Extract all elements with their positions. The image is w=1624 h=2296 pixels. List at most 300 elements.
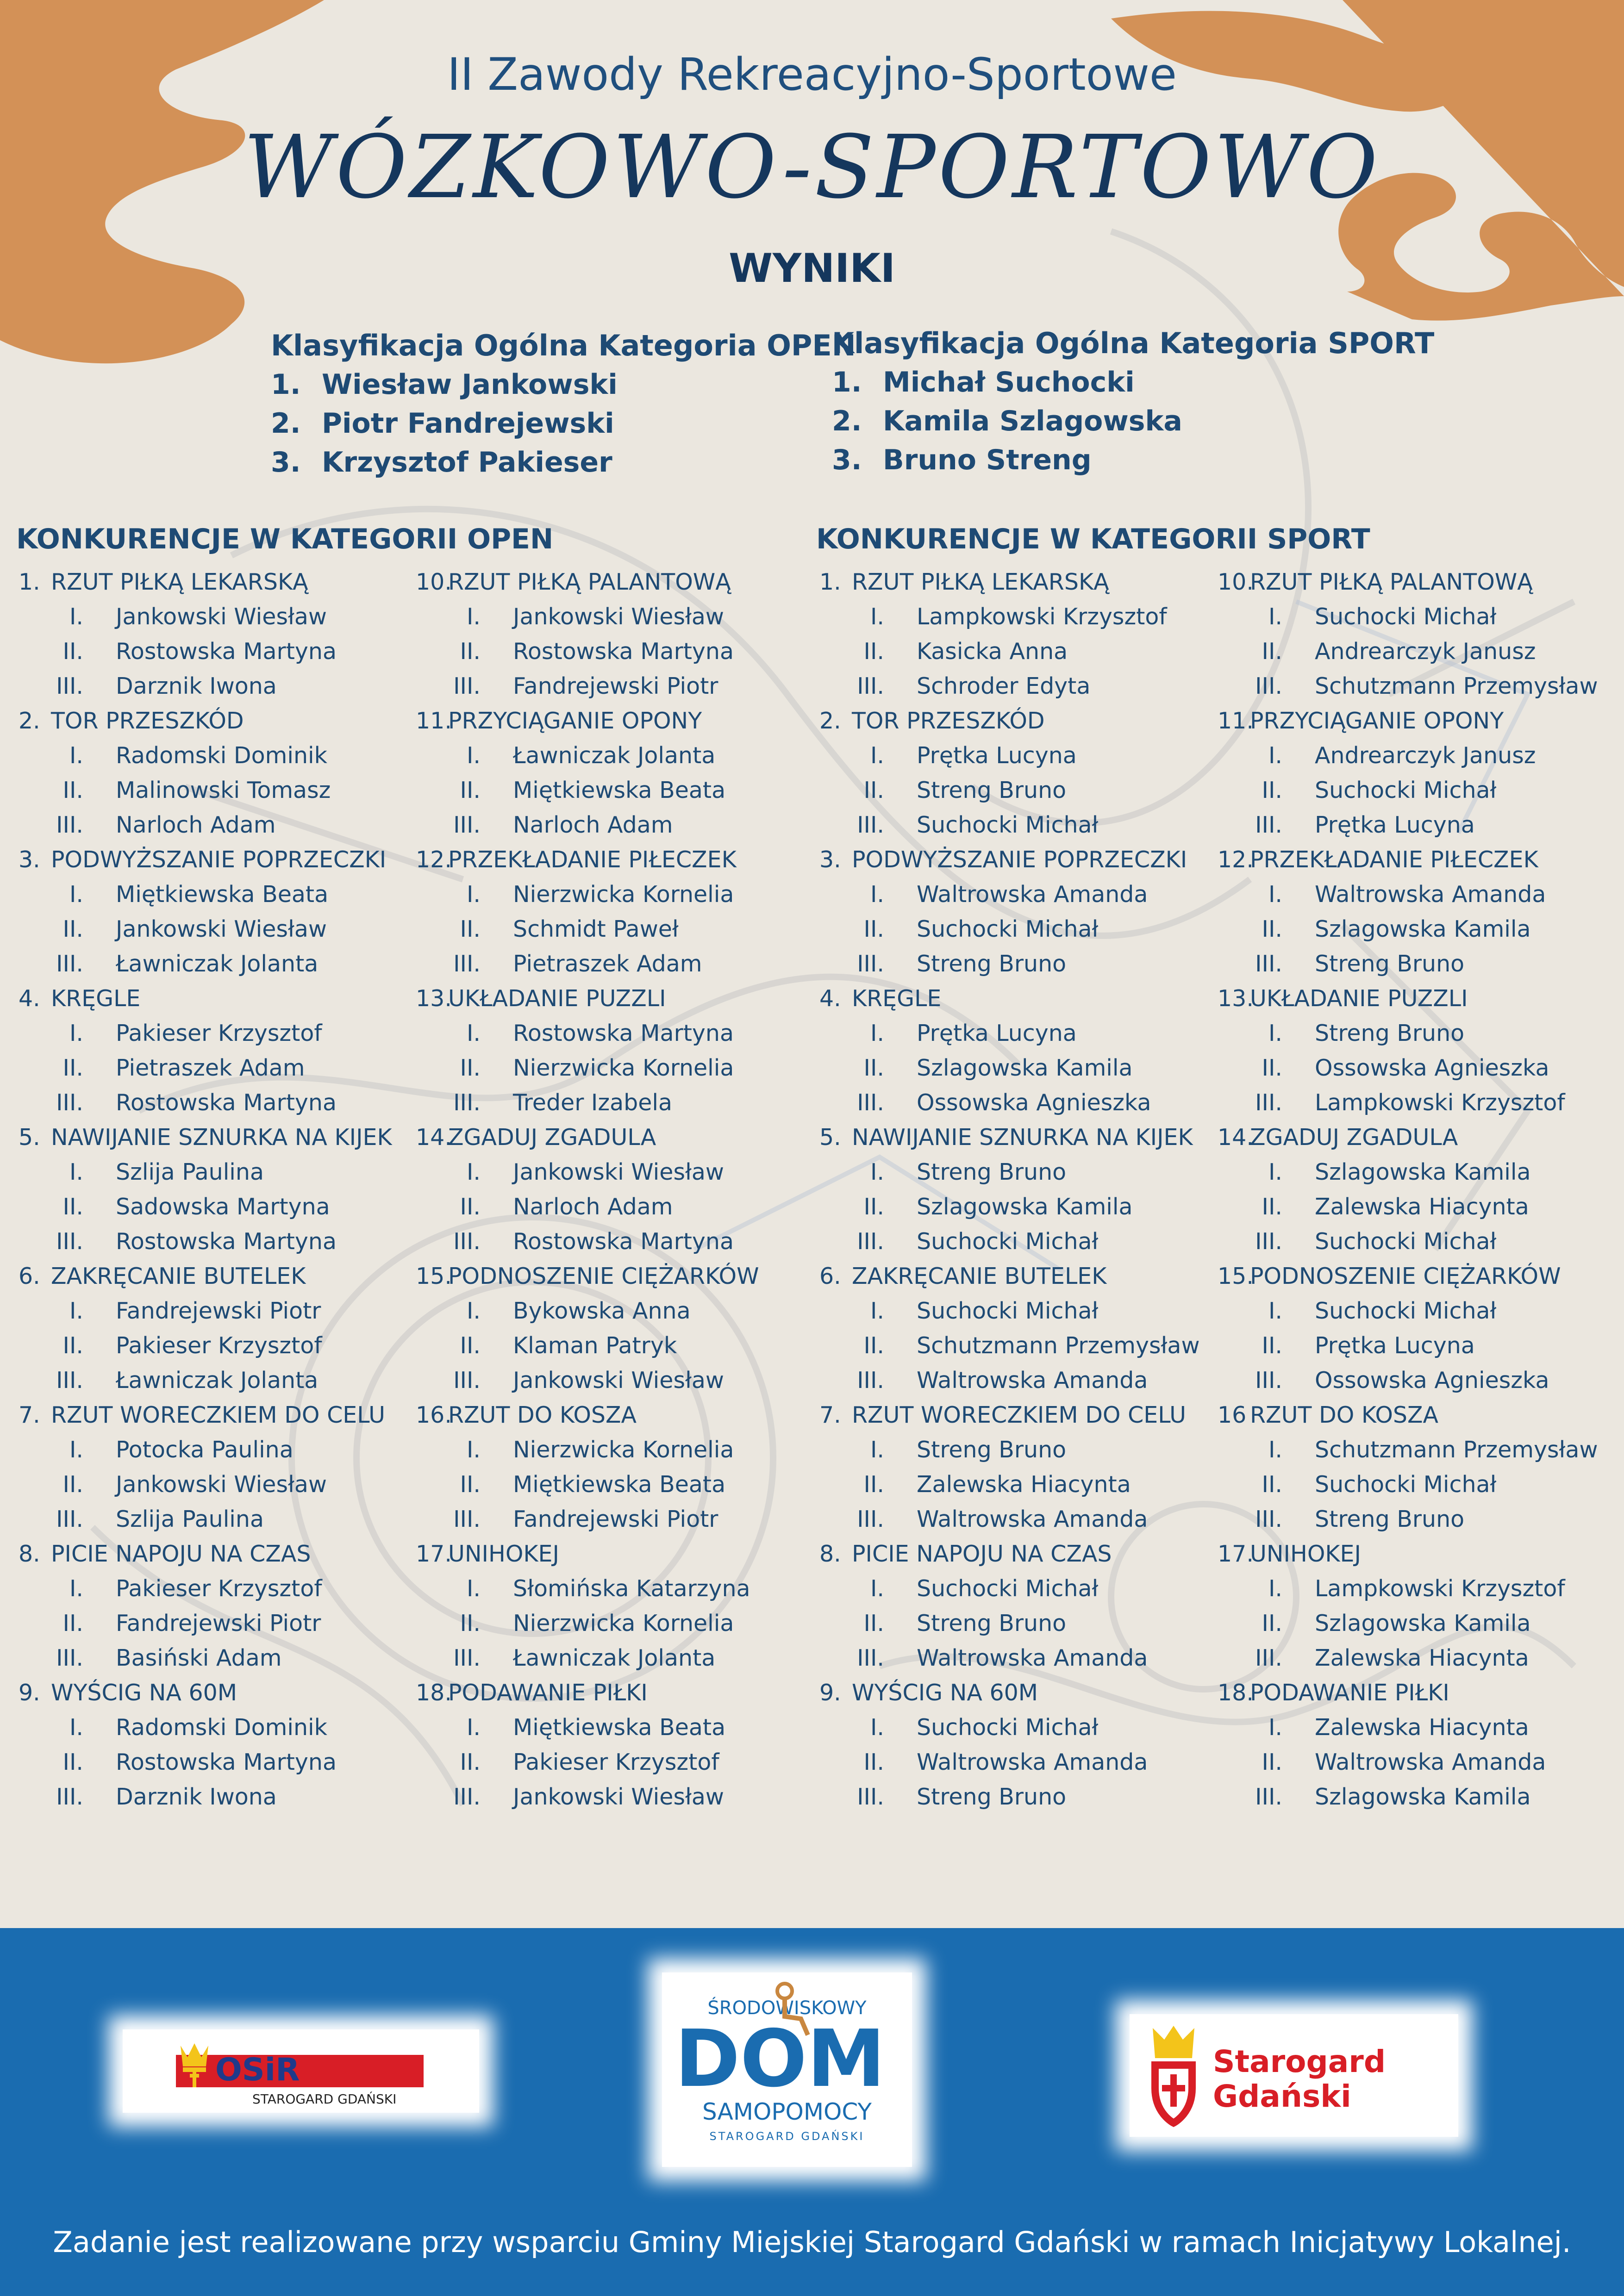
rank-numeral: II.: [460, 1471, 481, 1498]
competitor-name: Suchocki Michał: [917, 1298, 1099, 1324]
overall-sport: [832, 324, 1434, 479]
place-number: 3.: [271, 446, 301, 479]
event-heading: [819, 1398, 1186, 1432]
event-number: 6.: [819, 1263, 841, 1289]
rank-numeral: II.: [1262, 1055, 1282, 1081]
placement-row: [416, 912, 679, 946]
placement-row: [1218, 1571, 1565, 1606]
competitor-name: Pietraszek Adam: [116, 1055, 305, 1081]
event-heading: [1218, 1120, 1458, 1155]
place-name: Michał Suchocki: [883, 366, 1135, 398]
rank-numeral: I.: [1268, 881, 1282, 908]
competitor-name: Prętka Lucyna: [917, 742, 1077, 769]
rank-numeral: I.: [69, 1298, 83, 1324]
event-heading: [819, 1675, 1038, 1710]
placement-row: [19, 1571, 322, 1606]
rank-numeral: II.: [1262, 1471, 1282, 1498]
placement-row: [819, 1085, 1151, 1120]
rank-numeral: III.: [857, 1506, 884, 1532]
event-heading: [819, 842, 1187, 877]
competitor-name: Schutzmann Przemysław: [1315, 673, 1598, 699]
event-name: ZAKRĘCANIE BUTELEK: [852, 1263, 1107, 1289]
place-number: 3.: [832, 444, 862, 476]
placement-row: [1218, 1710, 1529, 1745]
placement-row: [416, 1051, 734, 1085]
placement-row: [1218, 669, 1598, 703]
placement-row: [416, 1328, 677, 1363]
event-heading: [19, 1537, 311, 1571]
event-number: 2.: [819, 708, 841, 734]
rank-numeral: II.: [1262, 1610, 1282, 1636]
rank-numeral: III.: [857, 951, 884, 977]
rank-numeral: III.: [857, 1089, 884, 1116]
rank-numeral: III.: [1255, 673, 1282, 699]
competitor-name: Schutzmann Przemysław: [1315, 1437, 1598, 1463]
event-name: PRZYCIĄGANIE OPONY: [1250, 708, 1504, 734]
event-number: 16: [1218, 1402, 1247, 1428]
rank-numeral: III.: [56, 673, 83, 699]
rank-numeral: II.: [62, 1610, 83, 1636]
placement-row: [819, 1641, 1148, 1675]
placement-row: [416, 1363, 724, 1398]
competitor-name: Pakieser Krzysztof: [513, 1749, 719, 1775]
competitor-name: Rostowska Martyna: [513, 638, 734, 665]
event-name: UNIHOKEJ: [448, 1541, 559, 1567]
overall-open: [271, 326, 856, 482]
placement-row: [416, 1085, 672, 1120]
competitor-name: Potocka Paulina: [116, 1437, 294, 1463]
competitor-name: Ossowska Agnieszka: [1315, 1055, 1549, 1081]
placement-row: [19, 1432, 294, 1467]
sds-line2: DOM: [675, 2013, 886, 2105]
event-number: 6.: [19, 1263, 40, 1289]
competitor-name: Rostowska Martyna: [513, 1228, 734, 1255]
rank-numeral: I.: [69, 881, 83, 908]
rank-numeral: II.: [863, 1194, 884, 1220]
event-name: PODNOSZENIE CIĘŻARKÓW: [1250, 1263, 1561, 1289]
event-number: 4.: [819, 985, 841, 1012]
city-crest-icon: [1153, 2026, 1194, 2123]
rank-numeral: II.: [62, 638, 83, 665]
placement-row: [416, 1467, 725, 1502]
rank-numeral: I.: [870, 742, 884, 769]
rank-numeral: I.: [870, 1714, 884, 1741]
placement-row: [1218, 1467, 1496, 1502]
competitor-name: Nierzwicka Kornelia: [513, 1055, 734, 1081]
competitor-name: Szlija Paulina: [116, 1159, 264, 1185]
placement-row: [19, 1051, 305, 1085]
placement-row: [1218, 1085, 1565, 1120]
competitor-name: Waltrowska Amanda: [917, 1367, 1148, 1394]
event-heading: [416, 1675, 648, 1710]
event-heading: [19, 842, 386, 877]
event-name: RZUT PIŁKĄ LEKARSKĄ: [852, 569, 1109, 595]
competitor-name: Pietraszek Adam: [513, 951, 702, 977]
rank-numeral: I.: [69, 604, 83, 630]
placement-row: [1218, 946, 1464, 981]
rank-numeral: III.: [1255, 1228, 1282, 1255]
placement-row: [819, 1155, 1066, 1189]
rank-numeral: I.: [69, 1714, 83, 1741]
event-number: 8.: [819, 1541, 841, 1567]
rank-numeral: II.: [863, 1610, 884, 1636]
rank-numeral: II.: [62, 1471, 83, 1498]
placement-row: [819, 1571, 1098, 1606]
competitor-name: Rostowska Martyna: [116, 1089, 337, 1116]
event-heading: [1218, 1675, 1449, 1710]
competitor-name: Szlagowska Kamila: [1315, 1159, 1531, 1185]
event-heading: [1218, 703, 1504, 738]
event-name: KRĘGLE: [51, 985, 141, 1012]
rank-numeral: III.: [857, 1784, 884, 1810]
event-number: 15.: [1218, 1263, 1254, 1289]
placement-row: [19, 808, 276, 842]
event-name: UNIHOKEJ: [1250, 1541, 1361, 1567]
event-number: 3.: [819, 846, 841, 873]
overall-open-heading: Klasyfikacja Ogólna Kategoria OPEN: [271, 329, 856, 362]
competitor-name: Zalewska Hiacynta: [917, 1471, 1131, 1498]
rank-numeral: II.: [460, 777, 481, 803]
placement-row: [19, 1606, 321, 1641]
event-number: 2.: [19, 708, 40, 734]
placement-row: [819, 1780, 1066, 1814]
competitor-name: Ossowska Agnieszka: [1315, 1367, 1549, 1394]
placement-row: [819, 1294, 1098, 1328]
event-number: 3.: [19, 846, 40, 873]
event-number: 13.: [1218, 985, 1254, 1012]
sds-line4: STAROGARD GDAŃSKI: [709, 2130, 865, 2143]
rank-numeral: III.: [1255, 812, 1282, 838]
results-heading: WYNIKI: [729, 245, 895, 292]
placement-row: [416, 1710, 725, 1745]
placement-row: [819, 1363, 1148, 1398]
competitor-name: Szlagowska Kamila: [1315, 916, 1531, 942]
placement-row: [19, 1363, 318, 1398]
rank-numeral: II.: [863, 1055, 884, 1081]
event-name: PRZEKŁADANIE PIŁECZEK: [448, 846, 737, 873]
competitor-name: Prętka Lucyna: [1315, 812, 1475, 838]
rank-numeral: I.: [69, 1575, 83, 1602]
event-number: 1.: [819, 569, 841, 595]
competitor-name: Fandrejewski Piotr: [513, 673, 718, 699]
competitor-name: Narloch Adam: [116, 812, 276, 838]
competitor-name: Nierzwicka Kornelia: [513, 881, 734, 908]
placement-row: [416, 1016, 734, 1051]
placement-row: [416, 1224, 734, 1259]
competitor-name: Darznik Iwona: [116, 673, 277, 699]
event-heading: [416, 1537, 559, 1571]
competitor-name: Fandrejewski Piotr: [116, 1298, 321, 1324]
placement-row: [819, 1606, 1066, 1641]
competitor-name: Nierzwicka Kornelia: [513, 1610, 734, 1636]
overall-open-place: [271, 404, 856, 443]
competitor-name: Szlagowska Kamila: [917, 1194, 1133, 1220]
event-name: PODAWANIE PIŁKI: [1250, 1680, 1449, 1706]
overall-sport-place: [832, 402, 1434, 441]
rank-numeral: I.: [1268, 1575, 1282, 1602]
place-number: 2.: [271, 407, 301, 440]
competitor-name: Lampkowski Krzysztof: [1315, 1089, 1565, 1116]
event-name: RZUT WORECZKIEM DO CELU: [852, 1402, 1186, 1428]
sds-line1: ŚRODOWISKOWY: [707, 1997, 867, 2019]
competitor-name: Szlagowska Kamila: [917, 1055, 1133, 1081]
rank-numeral: III.: [857, 1645, 884, 1671]
competitor-name: Streng Bruno: [917, 777, 1067, 803]
placement-row: [1218, 1051, 1549, 1085]
placement-row: [1218, 773, 1496, 808]
event-heading: [416, 1398, 637, 1432]
event-heading: [819, 703, 1045, 738]
event-title: WÓZKOWO-SPORTOWO: [244, 117, 1380, 218]
rank-numeral: II.: [460, 916, 481, 942]
competitor-name: Pakieser Krzysztof: [116, 1332, 322, 1359]
overall-sport-heading: Klasyfikacja Ogólna Kategoria SPORT: [832, 326, 1435, 360]
event-heading: [19, 981, 140, 1016]
competitor-name: Radomski Dominik: [116, 742, 328, 769]
competitor-name: Miętkiewska Beata: [513, 777, 726, 803]
event-name: PRZYCIĄGANIE OPONY: [448, 708, 702, 734]
competitor-name: Rostowska Martyna: [513, 1020, 734, 1046]
competitor-name: Fandrejewski Piotr: [513, 1506, 718, 1532]
competitor-name: Streng Bruno: [917, 951, 1067, 977]
rank-numeral: III.: [56, 1645, 83, 1671]
event-heading: [1218, 565, 1533, 599]
rank-numeral: III.: [56, 1089, 83, 1116]
competitor-name: Radomski Dominik: [116, 1714, 328, 1741]
subtitle: II Zawody Rekreacyjno-Sportowe: [447, 49, 1177, 100]
competitor-name: Basiński Adam: [116, 1645, 282, 1671]
rank-numeral: I.: [466, 1159, 481, 1185]
rank-numeral: III.: [453, 1367, 481, 1394]
rank-numeral: III.: [857, 1228, 884, 1255]
competitor-name: Rostowska Martyna: [116, 638, 337, 665]
placement-row: [1218, 1294, 1496, 1328]
rank-numeral: II.: [460, 1332, 481, 1359]
placement-row: [819, 773, 1066, 808]
placement-row: [19, 599, 327, 634]
competitor-name: Lampkowski Krzysztof: [1315, 1575, 1565, 1602]
rank-numeral: I.: [870, 1159, 884, 1185]
rank-numeral: I.: [466, 742, 481, 769]
place-name: Piotr Fandrejewski: [322, 407, 614, 440]
event-name: ZAKRĘCANIE BUTELEK: [51, 1263, 306, 1289]
rank-numeral: III.: [453, 1228, 481, 1255]
competitor-name: Jankowski Wiesław: [513, 604, 725, 630]
event-number: 18.: [1218, 1680, 1254, 1706]
rank-numeral: I.: [870, 604, 884, 630]
placement-row: [819, 669, 1090, 703]
event-heading: [19, 1398, 385, 1432]
competitor-name: Waltrowska Amanda: [1315, 881, 1546, 908]
placement-row: [416, 1571, 750, 1606]
rank-numeral: II.: [460, 1749, 481, 1775]
competitor-name: Suchocki Michał: [917, 1228, 1099, 1255]
event-number: 4.: [19, 985, 40, 1012]
rank-numeral: II.: [460, 638, 481, 665]
rank-numeral: I.: [466, 604, 481, 630]
event-number: 15.: [416, 1263, 452, 1289]
rank-numeral: I.: [69, 1020, 83, 1046]
starogard-logo: [1130, 2014, 1458, 2137]
event-heading: [1218, 1259, 1561, 1294]
event-heading: [19, 1675, 237, 1710]
placement-row: [1218, 738, 1536, 773]
placement-row: [19, 1641, 281, 1675]
event-heading: [19, 565, 308, 599]
competitor-name: Pakieser Krzysztof: [116, 1020, 322, 1046]
event-name: TOR PRZESZKÓD: [51, 708, 244, 734]
rank-numeral: III.: [1255, 951, 1282, 977]
competitor-name: Streng Bruno: [1315, 1506, 1465, 1532]
rank-numeral: II.: [62, 1194, 83, 1220]
rank-numeral: II.: [62, 916, 83, 942]
event-name: RZUT PIŁKĄ PALANTOWĄ: [448, 569, 731, 595]
competitor-name: Jankowski Wiesław: [513, 1159, 725, 1185]
event-name: PODNOSZENIE CIĘŻARKÓW: [448, 1263, 759, 1289]
competitor-name: Rostowska Martyna: [116, 1749, 337, 1775]
placement-row: [19, 1328, 322, 1363]
rank-numeral: III.: [453, 1506, 481, 1532]
placement-row: [416, 1745, 719, 1780]
place-name: Bruno Streng: [883, 444, 1092, 476]
placement-row: [19, 1294, 321, 1328]
rank-numeral: III.: [1255, 1784, 1282, 1810]
event-number: 16.: [416, 1402, 452, 1428]
rank-numeral: I.: [69, 742, 83, 769]
competitor-name: Miętkiewska Beata: [116, 881, 329, 908]
rank-numeral: III.: [56, 812, 83, 838]
rank-numeral: I.: [1268, 742, 1282, 769]
overall-sport-place: [832, 441, 1434, 479]
rank-numeral: III.: [56, 1367, 83, 1394]
event-number: 18.: [416, 1680, 452, 1706]
competitor-name: Jankowski Wiesław: [116, 916, 327, 942]
competitor-name: Szlagowska Kamila: [1315, 1610, 1531, 1636]
event-name: WYŚCIG NA 60M: [51, 1680, 237, 1706]
rank-numeral: I.: [466, 881, 481, 908]
event-name: PODWYŻSZANIE POPRZECZKI: [51, 846, 387, 873]
event-name: ZGADUJ ZGADULA: [1250, 1124, 1458, 1151]
competitor-name: Narloch Adam: [513, 1194, 673, 1220]
placement-row: [416, 1294, 691, 1328]
competitor-name: Suchocki Michał: [1315, 1471, 1497, 1498]
place-number: 1.: [271, 368, 301, 401]
event-number: 13.: [416, 985, 452, 1012]
placement-row: [1218, 1328, 1475, 1363]
competitor-name: Sadowska Martyna: [116, 1194, 330, 1220]
rank-numeral: III.: [453, 673, 481, 699]
osir-wordmark: OSiR: [215, 2052, 300, 2088]
competitor-name: Ławniczak Jolanta: [116, 1367, 319, 1394]
rank-numeral: I.: [1268, 1298, 1282, 1324]
competitor-name: Słomińska Katarzyna: [513, 1575, 750, 1602]
rank-numeral: II.: [1262, 1332, 1282, 1359]
competitor-name: Rostowska Martyna: [116, 1228, 337, 1255]
competitor-name: Prętka Lucyna: [1315, 1332, 1475, 1359]
rank-numeral: I.: [466, 1298, 481, 1324]
event-number: 9.: [19, 1680, 40, 1706]
place-name: Krzysztof Pakieser: [322, 446, 612, 479]
event-name: UKŁADANIE PUZZLI: [1250, 985, 1468, 1012]
competitor-name: Suchocki Michał: [917, 1714, 1099, 1741]
placement-row: [819, 946, 1066, 981]
event-name: RZUT DO KOSZA: [1250, 1402, 1439, 1428]
rank-numeral: I.: [870, 1575, 884, 1602]
event-name: RZUT PIŁKĄ LEKARSKĄ: [51, 569, 308, 595]
rank-numeral: III.: [453, 951, 481, 977]
event-name: PODAWANIE PIŁKI: [448, 1680, 648, 1706]
rank-numeral: III.: [1255, 1089, 1282, 1116]
rank-numeral: II.: [62, 777, 83, 803]
place-number: 2.: [832, 405, 862, 437]
event-heading: [1218, 1398, 1438, 1432]
event-number: 17.: [416, 1541, 452, 1567]
placement-row: [19, 1155, 264, 1189]
overall-open-place: [271, 365, 856, 404]
placement-row: [416, 1780, 724, 1814]
competitor-name: Suchocki Michał: [917, 916, 1099, 942]
placement-row: [1218, 1363, 1549, 1398]
competitor-name: Streng Bruno: [1315, 951, 1465, 977]
event-number: 14.: [1218, 1124, 1254, 1151]
event-number: 7.: [19, 1402, 40, 1428]
competitor-name: Streng Bruno: [1315, 1020, 1465, 1046]
rank-numeral: II.: [1262, 1749, 1282, 1775]
competitor-name: Suchocki Michał: [1315, 604, 1497, 630]
place-name: Kamila Szlagowska: [883, 405, 1182, 437]
event-heading: [416, 565, 731, 599]
competitor-name: Szlagowska Kamila: [1315, 1784, 1531, 1810]
overall-sport-place: [832, 363, 1434, 402]
placement-row: [1218, 599, 1496, 634]
placement-row: [416, 634, 734, 669]
competitor-name: Prętka Lucyna: [917, 1020, 1077, 1046]
placement-row: [1218, 1155, 1531, 1189]
placement-row: [1218, 1745, 1546, 1780]
event-number: 11.: [416, 708, 452, 734]
placement-row: [19, 912, 327, 946]
competitor-name: Ławniczak Jolanta: [513, 742, 716, 769]
rank-numeral: I.: [1268, 1437, 1282, 1463]
placement-row: [819, 1710, 1098, 1745]
placement-row: [416, 1502, 718, 1537]
competitor-name: Streng Bruno: [917, 1159, 1067, 1185]
overall-open-place: [271, 443, 856, 482]
event-heading: [19, 1259, 306, 1294]
competitor-name: Jankowski Wiesław: [513, 1367, 725, 1394]
competitor-name: Fandrejewski Piotr: [116, 1610, 321, 1636]
event-heading: [416, 842, 737, 877]
competitor-name: Miętkiewska Beata: [513, 1714, 726, 1741]
placement-row: [819, 912, 1098, 946]
rank-numeral: I.: [69, 1159, 83, 1185]
event-number: 12.: [416, 846, 452, 873]
event-name: NAWIJANIE SZNURKA NA KIJEK: [51, 1124, 392, 1151]
event-heading: [416, 1259, 759, 1294]
rank-numeral: I.: [1268, 1714, 1282, 1741]
placement-row: [1218, 1641, 1529, 1675]
placement-row: [1218, 912, 1531, 946]
placement-row: [819, 1051, 1133, 1085]
placement-row: [416, 1606, 734, 1641]
rank-numeral: I.: [466, 1020, 481, 1046]
competitor-name: Ławniczak Jolanta: [116, 951, 319, 977]
competitor-name: Kasicka Anna: [917, 638, 1068, 665]
competitor-name: Ławniczak Jolanta: [513, 1645, 716, 1671]
competitor-name: Malinowski Tomasz: [116, 777, 331, 803]
placement-row: [19, 773, 331, 808]
rank-numeral: III.: [56, 951, 83, 977]
